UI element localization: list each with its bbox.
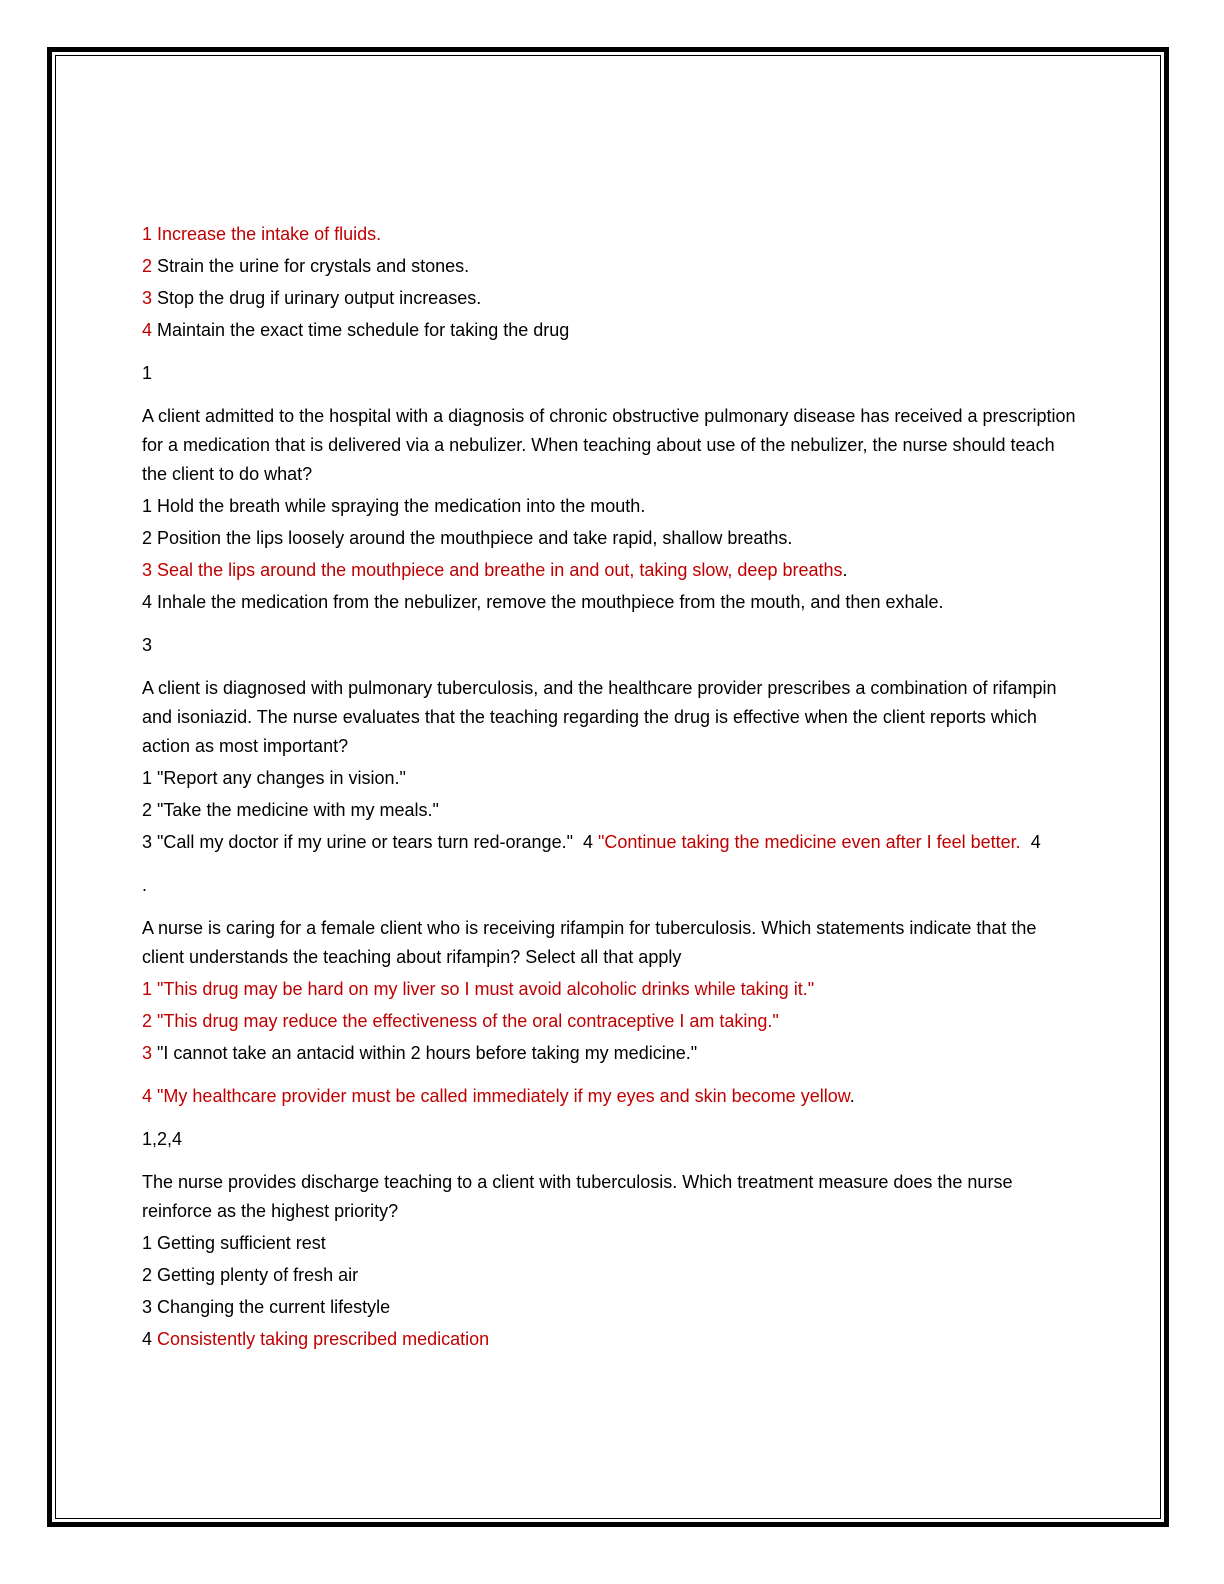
- q5-option-2: 2 Getting plenty of fresh air: [142, 1265, 359, 1285]
- q2-stem: A client admitted to the hospital with a diagnosis of chronic obstructive pulmonary disease has received a prescription for a medication that is delivered via a nebulizer. When teaching about use of the nebulizer, the nurse should teach the client to do what?: [142, 406, 1076, 484]
- q3-trailing-mark: .: [142, 875, 148, 895]
- q3-option-3-4: 3 "Call my doctor if my urine or tears turn red-orange." 4 "Continue taking the medicine even after I feel better. 4: [142, 832, 1041, 852]
- q5-option-3: 3 Changing the current lifestyle: [142, 1297, 391, 1317]
- q5-stem: The nurse provides discharge teaching to a client with tuberculosis. Which treatment measure does the nurse reinforce as the highest priority?: [142, 1172, 1013, 1221]
- q3-option-2: 2 "Take the medicine with my meals.": [142, 800, 439, 820]
- q2-option-1: 1 Hold the breath while spraying the medication into the mouth.: [142, 496, 646, 516]
- q2-answer: 3: [142, 635, 153, 655]
- q1-option-2: 2 Strain the urine for crystals and stones.: [142, 256, 470, 276]
- q4-option-1: 1 "This drug may be hard on my liver so I must avoid alcoholic drinks while taking it.": [142, 979, 815, 999]
- q2-option-2: 2 Position the lips loosely around the mouthpiece and take rapid, shallow breaths.: [142, 528, 793, 548]
- q3-stem: A client is diagnosed with pulmonary tuberculosis, and the healthcare provider prescribes a combination of rifampin and isoniazid. The nurse evaluates that the teaching regarding the drug is effective when the client reports which action as most important?: [142, 678, 1057, 756]
- q4-option-4: 4 "My healthcare provider must be called immediately if my eyes and skin become yellow.: [142, 1086, 855, 1106]
- q2-option-3: 3 Seal the lips around the mouthpiece and breathe in and out, taking slow, deep breaths.: [142, 560, 848, 580]
- q1-option-1: 1 Increase the intake of fluids.: [142, 224, 382, 244]
- q5-option-4: 4 Consistently taking prescribed medication: [142, 1329, 490, 1349]
- q2-option-4: 4 Inhale the medication from the nebulizer, remove the mouthpiece from the mouth, and then exhale.: [142, 592, 944, 612]
- q4-option-2: 2 "This drug may reduce the effectiveness of the oral contraceptive I am taking.": [142, 1011, 779, 1031]
- q1-option-3: 3 Stop the drug if urinary output increases.: [142, 288, 482, 308]
- q1-option-4: 4 Maintain the exact time schedule for taking the drug: [142, 320, 570, 340]
- q3-answer: 4: [1030, 832, 1041, 852]
- document-content: [142, 220, 1077, 1357]
- q4-option-3: 3 "I cannot take an antacid within 2 hours before taking my medicine.": [142, 1043, 698, 1063]
- q4-stem: A nurse is caring for a female client who is receiving rifampin for tuberculosis. Which statements indicate that the client understands the teaching about rifampin? Select all that apply: [142, 918, 1037, 967]
- q4-answer: 1,2,4: [142, 1129, 183, 1149]
- q1-answer: 1: [142, 363, 153, 383]
- q3-option-1: 1 "Report any changes in vision.": [142, 768, 406, 788]
- q5-option-1: 1 Getting sufficient rest: [142, 1233, 326, 1253]
